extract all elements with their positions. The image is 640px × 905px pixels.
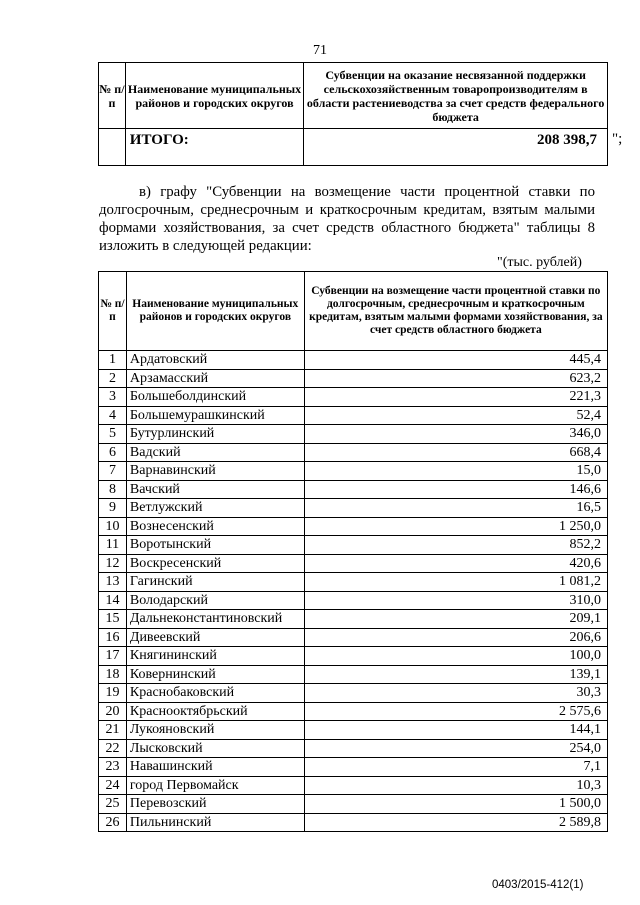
subsidy-value: 30,3 bbox=[304, 684, 607, 703]
district-name: Большеболдинский bbox=[126, 388, 304, 407]
district-name: Воротынский bbox=[126, 536, 304, 555]
total-row bbox=[99, 129, 608, 166]
subsidy-value: 1 081,2 bbox=[304, 573, 607, 592]
subsidy-value: 623,2 bbox=[304, 369, 607, 388]
unit-label: "(тыс. рублей) bbox=[497, 255, 582, 270]
row-number: 25 bbox=[99, 795, 127, 814]
district-name: Княгининский bbox=[126, 647, 304, 666]
row-number: 5 bbox=[99, 425, 127, 444]
table-row bbox=[99, 554, 608, 573]
table-row bbox=[99, 591, 608, 610]
table-row bbox=[99, 351, 608, 370]
closing-quote: "; bbox=[612, 131, 623, 147]
column-header-number: № п/п bbox=[99, 272, 127, 351]
district-name: Перевозский bbox=[126, 795, 304, 814]
total-empty-cell bbox=[99, 129, 126, 166]
table-row bbox=[99, 813, 608, 832]
table-row bbox=[99, 776, 608, 795]
column-header-subsidy: Субвенции на оказание несвязанной поддержки сельскохозяйственным товаропроизводителям в области растениеводства за счет средств федерального бюджета bbox=[304, 63, 608, 129]
column-header-name: Наименование муниципальных районов и городских округов bbox=[126, 272, 304, 351]
subsidy-value: 852,2 bbox=[304, 536, 607, 555]
table-row bbox=[99, 702, 608, 721]
subsidy-value: 209,1 bbox=[304, 610, 607, 629]
row-number: 26 bbox=[99, 813, 127, 832]
subsidy-value: 1 250,0 bbox=[304, 517, 607, 536]
subsidy-value: 310,0 bbox=[304, 591, 607, 610]
table-row bbox=[99, 388, 608, 407]
district-name: Гагинский bbox=[126, 573, 304, 592]
table-row bbox=[99, 647, 608, 666]
row-number: 3 bbox=[99, 388, 127, 407]
table-row bbox=[99, 536, 608, 555]
district-name: Дивеевский bbox=[126, 628, 304, 647]
row-number: 18 bbox=[99, 665, 127, 684]
subsidy-value: 15,0 bbox=[304, 462, 607, 481]
table-row bbox=[99, 721, 608, 740]
subsidy-value: 2 589,8 bbox=[304, 813, 607, 832]
row-number: 8 bbox=[99, 480, 127, 499]
subsidy-value: 346,0 bbox=[304, 425, 607, 444]
subsidy-value: 144,1 bbox=[304, 721, 607, 740]
row-number: 11 bbox=[99, 536, 127, 555]
district-name: Лысковский bbox=[126, 739, 304, 758]
table-row bbox=[99, 665, 608, 684]
row-number: 23 bbox=[99, 758, 127, 777]
total-label: ИТОГО: bbox=[125, 129, 303, 166]
table-row bbox=[99, 369, 608, 388]
row-number: 19 bbox=[99, 684, 127, 703]
district-name: Краснобаковский bbox=[126, 684, 304, 703]
district-name: Дальнеконстантиновский bbox=[126, 610, 304, 629]
table-row bbox=[99, 480, 608, 499]
district-name: Вознесенский bbox=[126, 517, 304, 536]
row-number: 24 bbox=[99, 776, 127, 795]
total-value: 208 398,7 bbox=[304, 129, 608, 166]
district-name: Варнавинский bbox=[126, 462, 304, 481]
district-name: Вадский bbox=[126, 443, 304, 462]
subsidy-value: 420,6 bbox=[304, 554, 607, 573]
document-code: 0403/2015-412(1) bbox=[492, 879, 584, 891]
row-number: 9 bbox=[99, 499, 127, 518]
table-row bbox=[99, 406, 608, 425]
amendment-paragraph bbox=[99, 183, 595, 255]
column-header-number: № п/п bbox=[99, 63, 126, 129]
district-name: Навашинский bbox=[126, 758, 304, 777]
district-name: Арзамасский bbox=[126, 369, 304, 388]
district-name: Воскресенский bbox=[126, 554, 304, 573]
subsidy-value: 16,5 bbox=[304, 499, 607, 518]
row-number: 16 bbox=[99, 628, 127, 647]
row-number: 13 bbox=[99, 573, 127, 592]
district-name: Большемурашкинский bbox=[126, 406, 304, 425]
table-row bbox=[99, 610, 608, 629]
row-number: 15 bbox=[99, 610, 127, 629]
district-name: Володарский bbox=[126, 591, 304, 610]
top-subsidy-table bbox=[98, 62, 608, 166]
table-row bbox=[99, 573, 608, 592]
row-number: 14 bbox=[99, 591, 127, 610]
subsidy-value: 100,0 bbox=[304, 647, 607, 666]
paragraph-text: в) графу "Субвенции на возмещение части процентной ставки по долгосрочным, среднесрочным и краткосрочным кредитам, взятым малыми формами хозяйствования, за счет средств областного бюджета" таблицы 8 изложить в следующей редакции: bbox=[99, 184, 595, 254]
subsidy-value: 2 575,6 bbox=[304, 702, 607, 721]
row-number: 12 bbox=[99, 554, 127, 573]
row-number: 22 bbox=[99, 739, 127, 758]
district-name: Краснооктябрьский bbox=[126, 702, 304, 721]
table-row bbox=[99, 517, 608, 536]
table-row bbox=[99, 758, 608, 777]
district-name: Вачский bbox=[126, 480, 304, 499]
row-number: 1 bbox=[99, 351, 127, 370]
row-number: 17 bbox=[99, 647, 127, 666]
subsidy-value: 254,0 bbox=[304, 739, 607, 758]
row-number: 7 bbox=[99, 462, 127, 481]
subsidy-value: 668,4 bbox=[304, 443, 607, 462]
row-number: 20 bbox=[99, 702, 127, 721]
table-row bbox=[99, 684, 608, 703]
subsidy-value: 10,3 bbox=[304, 776, 607, 795]
table-row bbox=[99, 443, 608, 462]
district-name: Пильнинский bbox=[126, 813, 304, 832]
row-number: 21 bbox=[99, 721, 127, 740]
table-row bbox=[99, 425, 608, 444]
row-number: 10 bbox=[99, 517, 127, 536]
row-number: 2 bbox=[99, 369, 127, 388]
table-row bbox=[99, 795, 608, 814]
subsidy-value: 139,1 bbox=[304, 665, 607, 684]
subsidy-value: 445,4 bbox=[304, 351, 607, 370]
column-header-subsidy: Субвенции на возмещение части процентной ставки по долгосрочным, среднесрочным и краткосрочным кредитам, взятым малыми формами хозяйствования, за счет средств областного бюджета bbox=[304, 272, 607, 351]
subsidy-value: 7,1 bbox=[304, 758, 607, 777]
district-name: город Первомайск bbox=[126, 776, 304, 795]
table-row bbox=[99, 462, 608, 481]
district-name: Ветлужский bbox=[126, 499, 304, 518]
district-name: Лукояновский bbox=[126, 721, 304, 740]
subsidy-value: 206,6 bbox=[304, 628, 607, 647]
page-number: 71 bbox=[313, 43, 327, 58]
subsidy-value: 1 500,0 bbox=[304, 795, 607, 814]
subsidy-value: 52,4 bbox=[304, 406, 607, 425]
district-name: Бутурлинский bbox=[126, 425, 304, 444]
table-row bbox=[99, 499, 608, 518]
table-row bbox=[99, 739, 608, 758]
row-number: 4 bbox=[99, 406, 127, 425]
table-row bbox=[99, 628, 608, 647]
column-header-name: Наименование муниципальных районов и городских округов bbox=[125, 63, 303, 129]
main-subsidy-table bbox=[98, 271, 608, 832]
subsidy-value: 146,6 bbox=[304, 480, 607, 499]
subsidy-value: 221,3 bbox=[304, 388, 607, 407]
district-name: Ковернинский bbox=[126, 665, 304, 684]
row-number: 6 bbox=[99, 443, 127, 462]
district-name: Ардатовский bbox=[126, 351, 304, 370]
